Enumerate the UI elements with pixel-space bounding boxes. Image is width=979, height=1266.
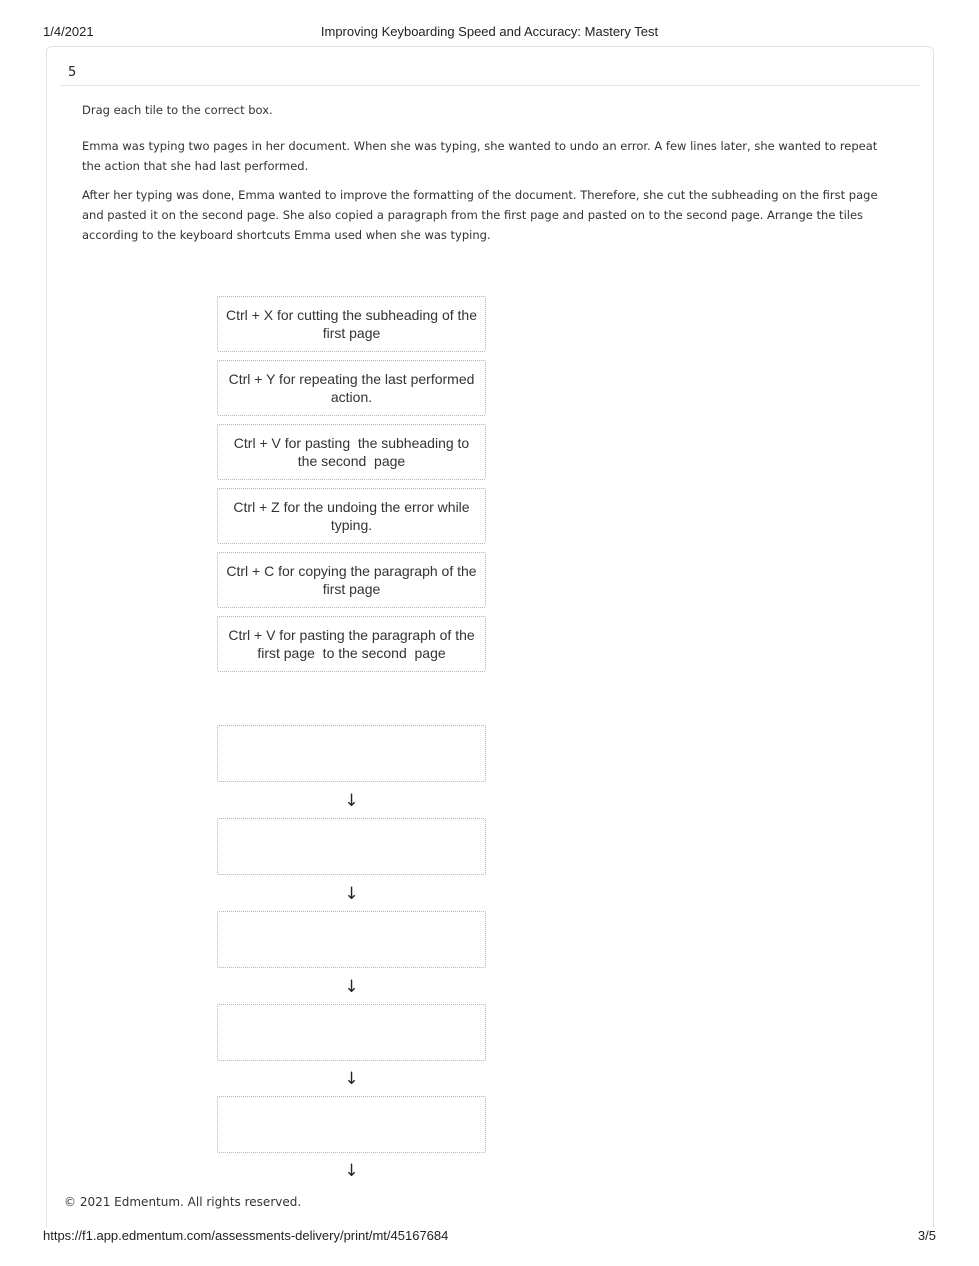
question-instruction: Drag each tile to the correct box. [82, 103, 273, 117]
print-date: 1/4/2021 [43, 24, 94, 39]
question-paragraph-1: Emma was typing two pages in her document. When she was typing, she wanted to undo an error. A few lines later, she wanted to repeat the action that she had last performed. [82, 139, 878, 173]
question-divider [60, 85, 920, 86]
down-arrow-icon: ↓ [344, 1161, 359, 1181]
drop-box[interactable] [217, 818, 486, 875]
drag-tile[interactable]: Ctrl + Y for repeating the last performed action. [217, 360, 486, 416]
drag-tile[interactable]: Ctrl + V for pasting the subheading to the second page [217, 424, 486, 480]
drag-tile[interactable]: Ctrl + C for copying the paragraph of the first page [217, 552, 486, 608]
drag-tile[interactable]: Ctrl + X for cutting the subheading of the first page [217, 296, 486, 352]
drop-box[interactable] [217, 1096, 486, 1153]
down-arrow-icon: ↓ [344, 977, 359, 997]
down-arrow-icon: ↓ [344, 1069, 359, 1089]
drag-tile[interactable]: Ctrl + V for pasting the paragraph of the first page to the second page [217, 616, 486, 672]
print-page-number: 3/5 [917, 1228, 936, 1243]
copyright-text: © 2021 Edmentum. All rights reserved. [64, 1195, 302, 1209]
print-url: https://f1.app.edmentum.com/assessments-delivery/print/mt/45167684 [43, 1228, 449, 1243]
drop-box[interactable] [217, 725, 486, 782]
question-paragraph-2: After her typing was done, Emma wanted to improve the formatting of the document. Therefore, she cut the subheading on the first page and pasted it on the second page. She also copied a paragraph from the first page and pasted on to the second page. Arrange the tiles according to the keyboard shortcuts Emma used when she was typing. [82, 188, 878, 242]
down-arrow-icon: ↓ [344, 791, 359, 811]
drop-box[interactable] [217, 911, 486, 968]
drop-box[interactable] [217, 1004, 486, 1061]
drag-tile[interactable]: Ctrl + Z for the undoing the error while typing. [217, 488, 486, 544]
down-arrow-icon: ↓ [344, 884, 359, 904]
print-page-title: Improving Keyboarding Speed and Accuracy: Mastery Test [320, 24, 659, 39]
question-number: 5 [68, 65, 77, 80]
